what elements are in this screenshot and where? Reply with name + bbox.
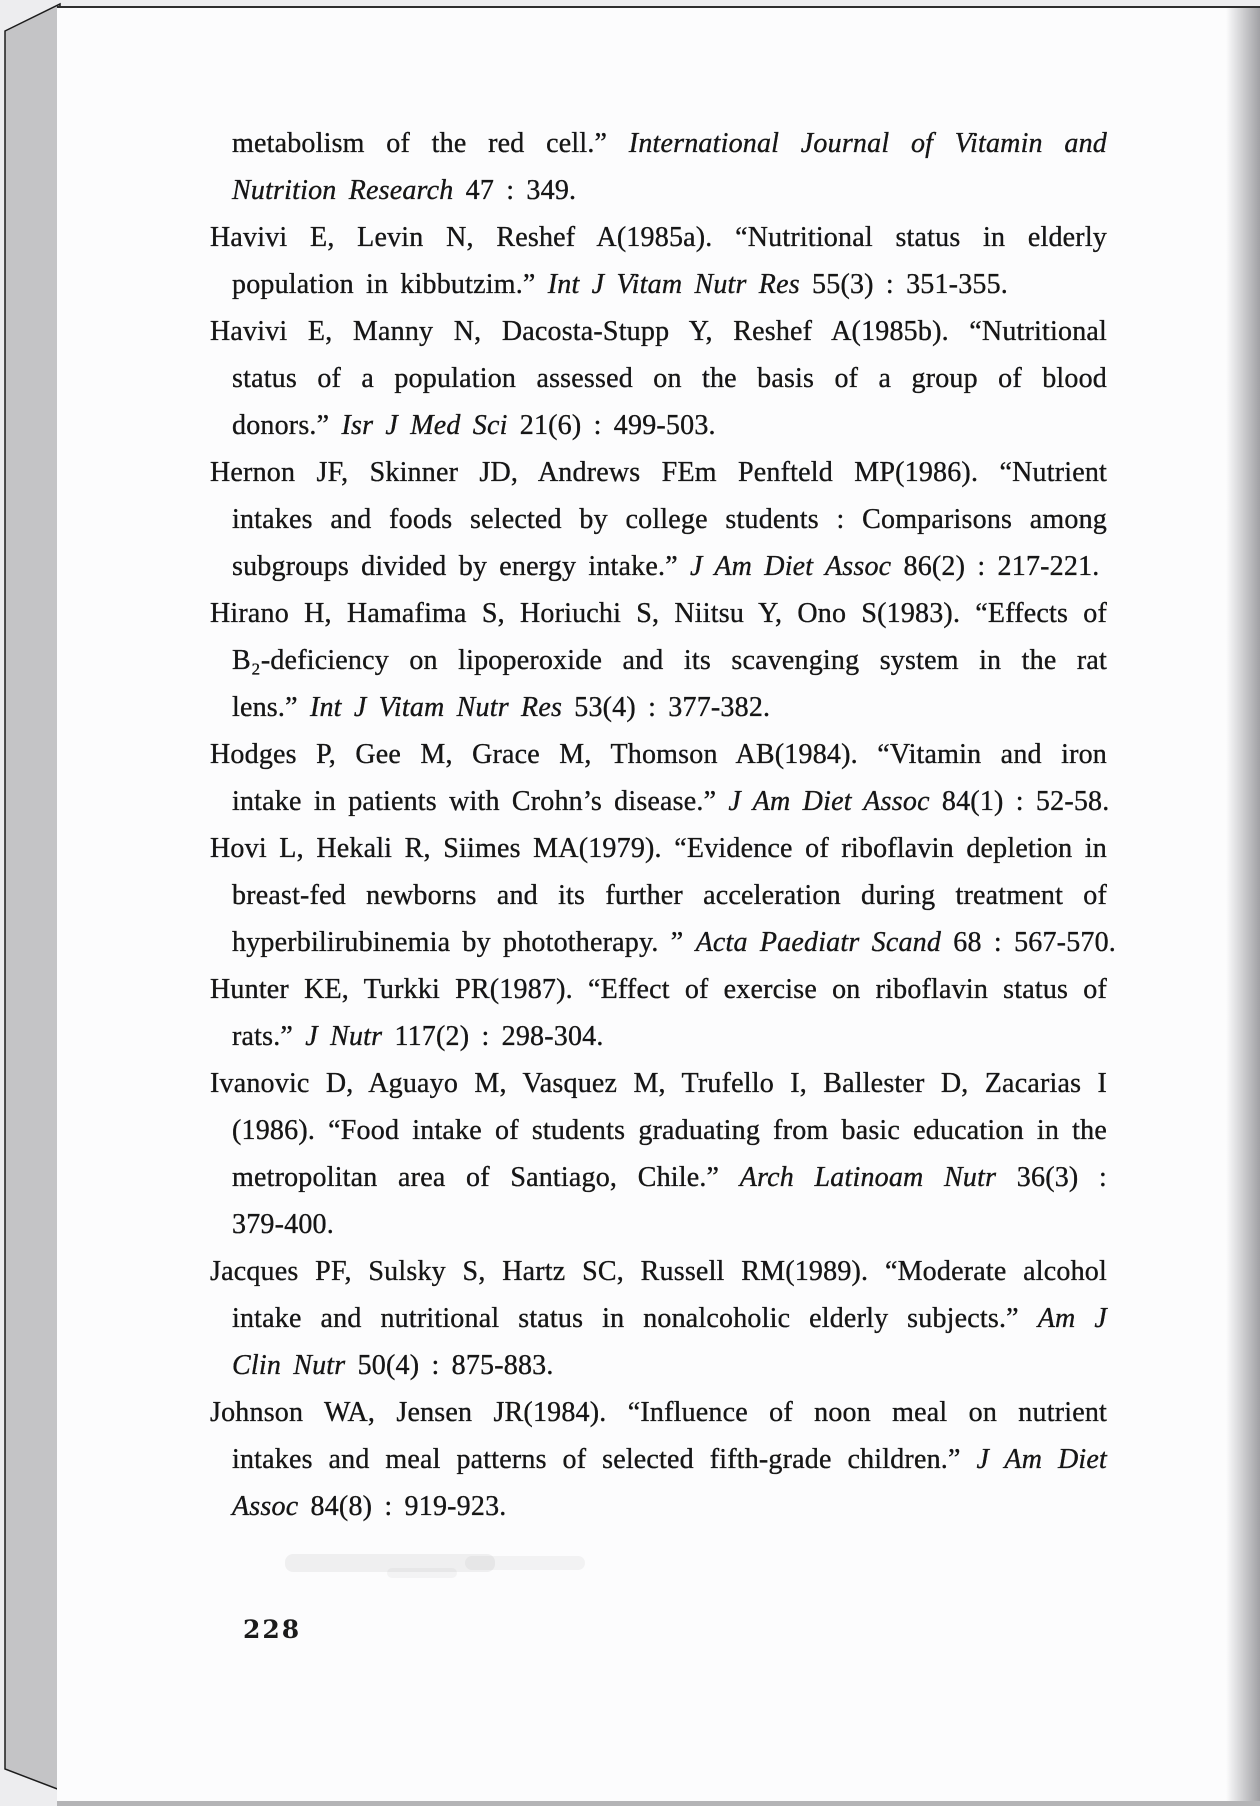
reference-text: rats.”	[232, 1021, 306, 1052]
page-number: 228	[243, 1615, 302, 1644]
journal-title: Isr J Med Sci	[341, 410, 508, 441]
reference-entry	[210, 1389, 1107, 1530]
journal-title: International Journal of Vitamin and	[628, 128, 1108, 159]
reference-line	[210, 1342, 1107, 1389]
reference-line	[210, 919, 1116, 966]
reference-line	[210, 590, 1107, 637]
journal-title: Assoc	[232, 1491, 299, 1522]
reference-line	[210, 1483, 1107, 1530]
reference-text: 84(8) : 919-923.	[298, 1491, 507, 1522]
reference-line	[210, 543, 1107, 590]
reference-text: Hodges P, Gee M, Grace M, Thomson AB(1984). “Vitamin and iron	[210, 739, 1107, 770]
reference-line	[210, 1013, 1107, 1060]
journal-title: J Am Diet Assoc	[690, 551, 892, 582]
reference-line	[210, 449, 1107, 496]
page-right-shadow	[1226, 8, 1260, 1801]
reference-line	[210, 872, 1107, 919]
reference-text: Ivanovic D, Aguayo M, Vasquez M, Trufello I, Ballester D, Zacarias I	[210, 1068, 1107, 1099]
reference-entry	[210, 308, 1107, 449]
reference-entry	[210, 1060, 1107, 1248]
reference-line	[210, 1436, 1107, 1483]
reference-text: 47 : 349.	[453, 175, 577, 206]
reference-line	[210, 1248, 1107, 1295]
reference-line	[210, 355, 1107, 402]
scan-smudge	[465, 1556, 585, 1570]
reference-text: 117(2) : 298-304.	[382, 1021, 604, 1052]
reference-text: 21(6) : 499-503.	[507, 410, 716, 441]
reference-line	[210, 1201, 1107, 1248]
reference-text: Hirano H, Hamafima S, Horiuchi S, Niitsu Y, Ono S(1983). “Effects of	[210, 598, 1107, 629]
reference-line	[210, 825, 1107, 872]
reference-text: population in kibbutzim.”	[232, 269, 548, 300]
reference-line	[210, 402, 1107, 449]
reference-line	[210, 1154, 1107, 1201]
reference-line	[210, 308, 1107, 355]
journal-title: J Nutr	[305, 1021, 383, 1052]
reference-text: Havivi E, Manny N, Dacosta-Stupp Y, Reshef A(1985b). “Nutritional	[210, 316, 1107, 347]
reference-text: 50(4) : 875-883.	[345, 1350, 554, 1381]
reference-line	[210, 120, 1107, 167]
reference-line	[210, 731, 1107, 778]
journal-title: Nutrition Research	[232, 175, 454, 206]
page	[57, 6, 1260, 1801]
reference-line	[210, 1389, 1107, 1436]
page-bottom-shadow	[57, 1801, 1260, 1806]
reference-entry	[210, 731, 1110, 825]
reference-line	[210, 1060, 1107, 1107]
reference-line	[210, 778, 1110, 825]
journal-title: Arch Latinoam Nutr	[739, 1162, 997, 1193]
reference-text: 84(1) : 52-58.	[929, 786, 1110, 817]
reference-text: 55(3) : 351-355.	[799, 269, 1008, 300]
reference-text: intakes and foods selected by college students : Comparisons among	[232, 504, 1107, 535]
reference-text: donors.”	[232, 410, 342, 441]
reference-entry	[210, 214, 1107, 308]
journal-title: Clin Nutr	[232, 1350, 346, 1381]
reference-text: Hernon JF, Skinner JD, Andrews FEm Penfteld MP(1986). “Nutrient	[210, 457, 1107, 488]
reference-entry	[210, 449, 1107, 590]
reference-text: 86(2) : 217-221.	[891, 551, 1100, 582]
reference-text: hyperbilirubinemia by phototherapy. ”	[232, 927, 696, 958]
reference-text: Hovi L, Hekali R, Siimes MA(1979). “Evidence of riboflavin depletion in	[210, 833, 1107, 864]
reference-line	[210, 1107, 1107, 1154]
journal-title: Am J	[1037, 1303, 1107, 1334]
reference-line	[210, 496, 1107, 543]
journal-title: J Am Diet Assoc	[728, 786, 930, 817]
reference-line	[210, 167, 1107, 214]
reference-text: metabolism of the red cell.”	[232, 128, 629, 159]
reference-text: lens.”	[232, 692, 310, 723]
reference-text: metropolitan area of Santiago, Chile.”	[232, 1162, 740, 1193]
reference-text: B₂-deficiency on lipoperoxide and its scavenging system in the rat	[232, 645, 1107, 676]
journal-title: J Am Diet	[976, 1444, 1107, 1475]
reference-text: intakes and meal patterns of selected fifth-grade children.”	[232, 1444, 977, 1475]
page-edge-shape	[5, 4, 60, 1790]
reference-entry	[210, 120, 1107, 214]
reference-text: intake and nutritional status in nonalcoholic elderly subjects.”	[232, 1303, 1038, 1334]
reference-entry	[210, 590, 1107, 731]
reference-text: 36(3) :	[996, 1162, 1107, 1193]
reference-line	[210, 637, 1107, 684]
reference-line	[210, 214, 1107, 261]
reference-text: Havivi E, Levin N, Reshef A(1985a). “Nutritional status in elderly	[210, 222, 1107, 253]
reference-text: 68 : 567-570.	[941, 927, 1116, 958]
reference-text: Jacques PF, Sulsky S, Hartz SC, Russell RM(1989). “Moderate alcohol	[210, 1256, 1107, 1287]
reference-entry	[210, 825, 1116, 966]
reference-text: (1986). “Food intake of students graduating from basic education in the	[232, 1115, 1107, 1146]
reference-line	[210, 966, 1107, 1013]
reference-text: intake in patients with Crohn’s disease.”	[232, 786, 729, 817]
reference-text: Johnson WA, Jensen JR(1984). “Influence of noon meal on nutrient	[210, 1397, 1107, 1428]
reference-entry	[210, 966, 1107, 1060]
journal-title: Int J Vitam Nutr Res	[309, 692, 563, 723]
reference-text: 53(4) : 377-382.	[562, 692, 771, 723]
journal-title: Acta Paediatr Scand	[695, 927, 942, 958]
reference-text: breast-fed newborns and its further acceleration during treatment of	[232, 880, 1107, 911]
reference-line	[210, 1295, 1107, 1342]
reference-text: 379-400.	[232, 1209, 334, 1240]
reference-text: status of a population assessed on the basis of a group of blood	[232, 363, 1107, 394]
reference-line	[210, 261, 1107, 308]
reference-entry	[210, 1248, 1107, 1389]
reference-line	[210, 684, 1107, 731]
reference-text: subgroups divided by energy intake.”	[232, 551, 691, 582]
scan-smudge	[387, 1568, 457, 1578]
references-list	[210, 120, 1116, 1530]
journal-title: Int J Vitam Nutr Res	[547, 269, 800, 300]
reference-text: Hunter KE, Turkki PR(1987). “Effect of exercise on riboflavin status of	[210, 974, 1107, 1005]
